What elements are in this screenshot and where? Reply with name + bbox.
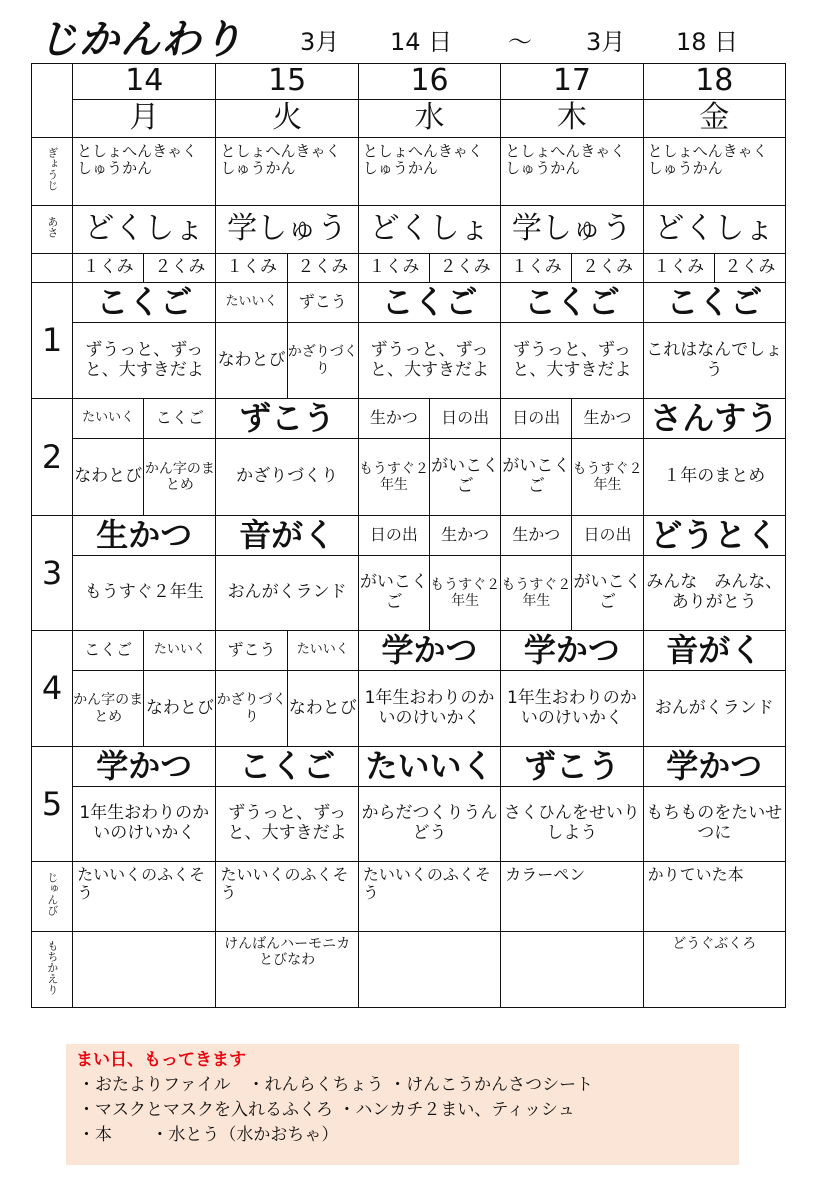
subject-1-3-k2: [572, 399, 643, 439]
gyouji-cell-2-text: としょへんきゃくしゅうかん: [362, 142, 483, 178]
desc-2-2-k1-text: がいこくご: [359, 572, 428, 612]
subject-0-0-text: こくご: [96, 283, 193, 322]
period-number-3-text: 4: [41, 669, 63, 708]
subject-2-2-k2: [430, 516, 501, 556]
desc-2-0-text: もうすぐ２年生: [84, 582, 204, 603]
weekday-2: [358, 100, 500, 138]
subject-2-4-text: どうとく: [650, 516, 779, 555]
gyouji-cell-4-text: としょへんきゃくしゅうかん: [647, 142, 768, 178]
kumi1-label-4: [643, 254, 714, 283]
desc-2-2-k1: [358, 556, 429, 631]
desc-0-1-k2: [287, 323, 358, 399]
desc-4-3: [501, 787, 643, 862]
subject-4-2-text: たいいく: [365, 747, 494, 786]
subject-0-1-k2-text: ずこう: [298, 292, 347, 312]
period-number-1: [32, 399, 73, 516]
desc-0-1-k1: [216, 323, 287, 399]
weekday-1-text: 火: [272, 100, 303, 136]
desc-1-2-k2-text: がいこくご: [431, 456, 500, 496]
desc-3-4: [643, 671, 785, 747]
junbi-label: [32, 862, 73, 932]
kumi2-label-0-text: ２くみ: [154, 257, 206, 278]
desc-0-1-k2-text: かざりづくり: [287, 344, 358, 377]
kumi-spacer: [32, 254, 73, 283]
subject-2-2-k1-text: 日の出: [369, 525, 418, 545]
subject-0-3: [501, 283, 643, 323]
weekday-2-text: 水: [414, 100, 445, 136]
gyouji-label-text: ぎょうじ: [45, 147, 59, 192]
asa-cell-4: [643, 206, 785, 254]
notes-line-1: ・おたよりファイル ・れんらくちょう ・けんこうかんさつシート: [78, 1075, 594, 1095]
desc-4-2-text: からだつくりうんどう: [361, 803, 498, 843]
desc-1-4: [643, 439, 785, 516]
day-number-0-text: 14: [125, 63, 164, 99]
desc-0-4: [643, 323, 785, 399]
subject-1-0-k2: [144, 399, 216, 439]
day-number-0: [73, 64, 216, 100]
subject-3-1-k1: [216, 631, 287, 671]
subject-1-4-text: さんすう: [650, 399, 779, 438]
desc-0-3: [501, 323, 643, 399]
junbi-cell-4: [643, 862, 785, 932]
asa-cell-3: [501, 206, 643, 254]
desc-3-1-k1: [216, 671, 287, 747]
kumi2-label-1: [287, 254, 358, 283]
desc-3-3-text: 1年生おわりのかいのけいかく: [506, 687, 637, 728]
asa-cell-1: [216, 206, 358, 254]
subject-0-3-text: こくご: [523, 283, 620, 322]
day-number-3: [501, 64, 643, 100]
subject-3-0-k1: [73, 631, 144, 671]
period-number-4: [32, 747, 73, 862]
subject-1-2-k1-text: 生かつ: [369, 408, 418, 428]
gyouji-cell-1: [216, 138, 358, 206]
desc-1-2-k1: [358, 439, 429, 516]
desc-3-0-k2: [144, 671, 216, 747]
junbi-cell-4-text: かりていた本: [647, 865, 744, 884]
day-number-4: [643, 64, 785, 100]
desc-0-0-text: ずうっと、ずっと、大すきだよ: [84, 339, 204, 380]
day-number-2: [358, 64, 500, 100]
desc-3-1-k1-text: かざりづくり: [216, 692, 287, 725]
subject-3-2-text: 学かつ: [381, 631, 478, 670]
period-number-4-text: 5: [41, 784, 63, 823]
asa-cell-1-text: 学しゅう: [227, 211, 348, 247]
subject-4-1: [216, 747, 358, 787]
subject-1-3-k1-text: 日の出: [512, 408, 561, 428]
subject-4-1-text: こくご: [239, 747, 336, 786]
day-number-1: [216, 64, 358, 100]
day-number-1-text: 15: [268, 63, 307, 99]
subject-2-4: [643, 516, 785, 556]
desc-3-0-k1: [73, 671, 144, 747]
desc-3-2-text: 1年生おわりのかいのけいかく: [364, 687, 495, 728]
weekday-0: [73, 100, 216, 138]
desc-3-3: [501, 671, 643, 747]
subject-2-3-k2: [572, 516, 643, 556]
desc-1-0-k2: [144, 439, 216, 516]
period-number-2-text: 3: [41, 553, 63, 592]
desc-4-0-text: 1年生おわりのかいのけいかく: [79, 803, 210, 843]
gyouji-cell-1-text: としょへんきゃくしゅうかん: [220, 142, 341, 178]
mochikaeri-cell-1-text: けんばんハーモニカ とびなわ: [224, 936, 351, 969]
kumi1-label-3-text: １くみ: [510, 257, 562, 278]
desc-2-3-k1-text: もうすぐ２年生: [501, 576, 572, 609]
subject-3-1-k2: [287, 631, 358, 671]
subject-3-4-text: 音がく: [666, 631, 763, 670]
subject-1-0-k1-text: たいいく: [82, 410, 135, 426]
kumi1-label-2-text: １くみ: [368, 257, 420, 278]
desc-2-2-k2-text: もうすぐ２年生: [430, 576, 501, 609]
kumi2-label-1-text: ２くみ: [297, 257, 349, 278]
start-day: 14 日: [390, 28, 453, 56]
gyouji-cell-4: [643, 138, 785, 206]
desc-0-4-text: これはなんでしょう: [646, 339, 783, 380]
desc-1-3-k1-text: がいこくご: [502, 456, 571, 496]
desc-0-0: [73, 323, 216, 399]
subject-4-4-text: 学かつ: [666, 747, 763, 786]
kumi2-label-0: [144, 254, 216, 283]
desc-3-2: [358, 671, 500, 747]
subject-1-0-k2-text: こくご: [155, 408, 204, 428]
subject-4-4: [643, 747, 785, 787]
subject-2-1-text: 音がく: [239, 516, 336, 555]
subject-2-0: [73, 516, 216, 556]
notes-box: [66, 1044, 739, 1165]
period-number-3: [32, 631, 73, 747]
desc-0-3-text: ずうっと、ずっと、大すきだよ: [512, 339, 632, 380]
gyouji-cell-3-text: としょへんきゃくしゅうかん: [505, 142, 626, 178]
desc-1-1: [216, 439, 358, 516]
junbi-label-text: じゅんび: [45, 872, 59, 917]
desc-4-4: [643, 787, 785, 862]
desc-2-4-text: みんな みんな、ありがとう: [646, 572, 783, 612]
desc-0-2-text: ずうっと、ずっと、大すきだよ: [370, 339, 490, 380]
subject-3-1-k1-text: ずこう: [227, 640, 276, 660]
junbi-cell-1-text: たいいくのふくそう: [220, 865, 349, 903]
weekday-4: [643, 100, 785, 138]
notes-line-3: ・本 ・水とう（水かおちゃ）: [78, 1125, 339, 1145]
asa-label-text: あさ: [45, 216, 59, 239]
subject-4-2: [358, 747, 500, 787]
junbi-cell-1: [216, 862, 358, 932]
desc-3-0-k1-text: かん字のまとめ: [73, 692, 144, 725]
kumi2-label-3-text: ２くみ: [582, 257, 633, 278]
subject-4-0: [73, 747, 216, 787]
gyouji-cell-0: [73, 138, 216, 206]
page-header: [0, 0, 817, 64]
subject-2-3-k1-text: 生かつ: [512, 525, 561, 545]
kumi1-label-0-text: １くみ: [82, 257, 134, 278]
asa-cell-2-text: どくしょ: [369, 211, 490, 247]
desc-3-0-k2-text: なわとび: [145, 697, 214, 718]
start-month: 3月: [300, 28, 340, 56]
desc-4-4-text: もちものをたいせつに: [646, 803, 783, 843]
desc-1-3-k1: [501, 439, 572, 516]
desc-1-0-k1: [73, 439, 144, 516]
period-number-0-text: 1: [41, 321, 63, 360]
weekday-3-text: 木: [556, 100, 587, 136]
mochikaeri-cell-4-text: どうぐぶくろ: [672, 936, 757, 952]
subject-0-2-text: こくご: [381, 283, 478, 322]
subject-2-3-k1: [501, 516, 572, 556]
subject-0-1-k1: [216, 283, 287, 323]
subject-1-2-k2: [430, 399, 501, 439]
desc-0-2: [358, 323, 500, 399]
mochikaeri-cell-0: [73, 932, 216, 1008]
desc-1-2-k1-text: もうすぐ２年生: [358, 460, 429, 493]
desc-1-3-k2-text: もうすぐ２年生: [572, 460, 643, 493]
kumi2-label-3: [572, 254, 643, 283]
notes-title: まい日、もってきます: [76, 1050, 246, 1070]
junbi-cell-3-text: カラーペン: [505, 865, 586, 884]
kumi2-label-4: [714, 254, 785, 283]
subject-1-1-text: ずこう: [239, 399, 336, 438]
gyouji-cell-2: [358, 138, 500, 206]
desc-2-3-k2: [572, 556, 643, 631]
desc-2-3-k1: [501, 556, 572, 631]
timetable: [31, 63, 786, 1008]
weekday-1: [216, 100, 358, 138]
desc-4-1-text: ずうっと、ずっと、大すきだよ: [227, 803, 347, 843]
date-range-tilde: ～: [508, 28, 532, 56]
desc-3-1-k2-text: なわとび: [288, 697, 357, 718]
period-number-2: [32, 516, 73, 631]
subject-0-4-text: こくご: [666, 283, 763, 322]
desc-1-3-k2: [572, 439, 643, 516]
subject-1-2-k1: [358, 399, 429, 439]
gyouji-label: [32, 138, 73, 206]
junbi-cell-2: [358, 862, 500, 932]
subject-3-1-k2-text: たいいく: [296, 642, 349, 658]
subject-3-0-k2: [144, 631, 216, 671]
page-title: じかんわり: [38, 17, 243, 63]
subject-0-0: [73, 283, 216, 323]
kumi1-label-1: [216, 254, 287, 283]
desc-2-1-text: おんがくランド: [227, 582, 347, 603]
junbi-cell-0-text: たいいくのふくそう: [77, 865, 206, 903]
desc-4-3-text: さくひんをせいりしよう: [503, 803, 640, 843]
desc-1-4-text: １年のまとめ: [663, 466, 766, 487]
kumi2-label-2-text: ２くみ: [439, 257, 491, 278]
kumi1-label-0: [73, 254, 144, 283]
mochikaeri-cell-2: [358, 932, 500, 1008]
weekday-0-text: 月: [129, 100, 160, 136]
mochikaeri-label-text: もちかえり: [45, 939, 59, 995]
junbi-cell-3: [501, 862, 643, 932]
subject-0-2: [358, 283, 500, 323]
subject-1-1: [216, 399, 358, 439]
desc-1-0-k1-text: なわとび: [74, 466, 143, 487]
subject-1-3-k1: [501, 399, 572, 439]
asa-cell-3-text: 学しゅう: [511, 211, 632, 247]
subject-2-2-k1: [358, 516, 429, 556]
period-number-0: [32, 283, 73, 399]
subject-4-3: [501, 747, 643, 787]
period-number-1-text: 2: [41, 437, 63, 476]
asa-cell-0: [73, 206, 216, 254]
subject-4-3-text: ずこう: [523, 747, 620, 786]
notes-line-2: ・マスクとマスクを入れるふくろ ・ハンカチ２まい、ティッシュ: [78, 1100, 575, 1120]
corner-cell: [32, 64, 73, 138]
desc-1-0-k2-text: かん字のまとめ: [144, 460, 215, 493]
subject-1-4: [643, 399, 785, 439]
end-day: 18 日: [676, 28, 739, 56]
desc-2-2-k2: [430, 556, 501, 631]
desc-4-1: [216, 787, 358, 862]
desc-1-1-text: かざりづくり: [236, 466, 339, 487]
junbi-cell-0: [73, 862, 216, 932]
subject-0-1-k1-text: たいいく: [225, 294, 278, 310]
desc-4-2: [358, 787, 500, 862]
weekday-4-text: 金: [699, 100, 730, 136]
desc-2-3-k2-text: がいこくご: [573, 572, 642, 612]
desc-3-4-text: おんがくランド: [654, 697, 774, 718]
asa-label: [32, 206, 73, 254]
subject-1-3-k2-text: 生かつ: [583, 408, 632, 428]
mochikaeri-label: [32, 932, 73, 1008]
gyouji-cell-0-text: としょへんきゃくしゅうかん: [77, 142, 198, 178]
subject-2-0-text: 生かつ: [96, 516, 193, 555]
subject-3-0-k1-text: こくご: [84, 640, 133, 660]
kumi1-label-3: [501, 254, 572, 283]
subject-2-1: [216, 516, 358, 556]
subject-4-0-text: 学かつ: [96, 747, 193, 786]
desc-0-1-k1-text: なわとび: [217, 349, 286, 370]
desc-4-0: [73, 787, 216, 862]
asa-cell-0-text: どくしょ: [84, 211, 205, 247]
asa-cell-2: [358, 206, 500, 254]
day-number-4-text: 18: [695, 63, 734, 99]
junbi-cell-2-text: たいいくのふくそう: [362, 865, 491, 903]
day-number-2-text: 16: [410, 63, 449, 99]
subject-1-2-k2-text: 日の出: [441, 408, 490, 428]
mochikaeri-cell-4: [643, 932, 785, 1008]
subject-2-2-k2-text: 生かつ: [441, 525, 490, 545]
desc-2-1: [216, 556, 358, 631]
subject-3-0-k2-text: たいいく: [153, 642, 206, 658]
asa-cell-4-text: どくしょ: [654, 211, 775, 247]
kumi1-label-1-text: １くみ: [226, 257, 278, 278]
subject-3-4: [643, 631, 785, 671]
mochikaeri-cell-3: [501, 932, 643, 1008]
day-number-3-text: 17: [552, 63, 591, 99]
desc-3-1-k2: [287, 671, 358, 747]
kumi2-label-2: [430, 254, 501, 283]
subject-3-2: [358, 631, 500, 671]
mochikaeri-cell-1: [216, 932, 358, 1008]
desc-2-4: [643, 556, 785, 631]
kumi2-label-4-text: ２くみ: [724, 257, 776, 278]
subject-3-3-text: 学かつ: [523, 631, 620, 670]
subject-3-3: [501, 631, 643, 671]
desc-1-2-k2: [430, 439, 501, 516]
gyouji-cell-3: [501, 138, 643, 206]
subject-0-4: [643, 283, 785, 323]
weekday-3: [501, 100, 643, 138]
end-month: 3月: [586, 28, 626, 56]
subject-0-1-k2: [287, 283, 358, 323]
subject-1-0-k1: [73, 399, 144, 439]
desc-2-0: [73, 556, 216, 631]
kumi1-label-4-text: １くみ: [653, 257, 705, 278]
kumi1-label-2: [358, 254, 429, 283]
subject-2-3-k2-text: 日の出: [583, 525, 632, 545]
